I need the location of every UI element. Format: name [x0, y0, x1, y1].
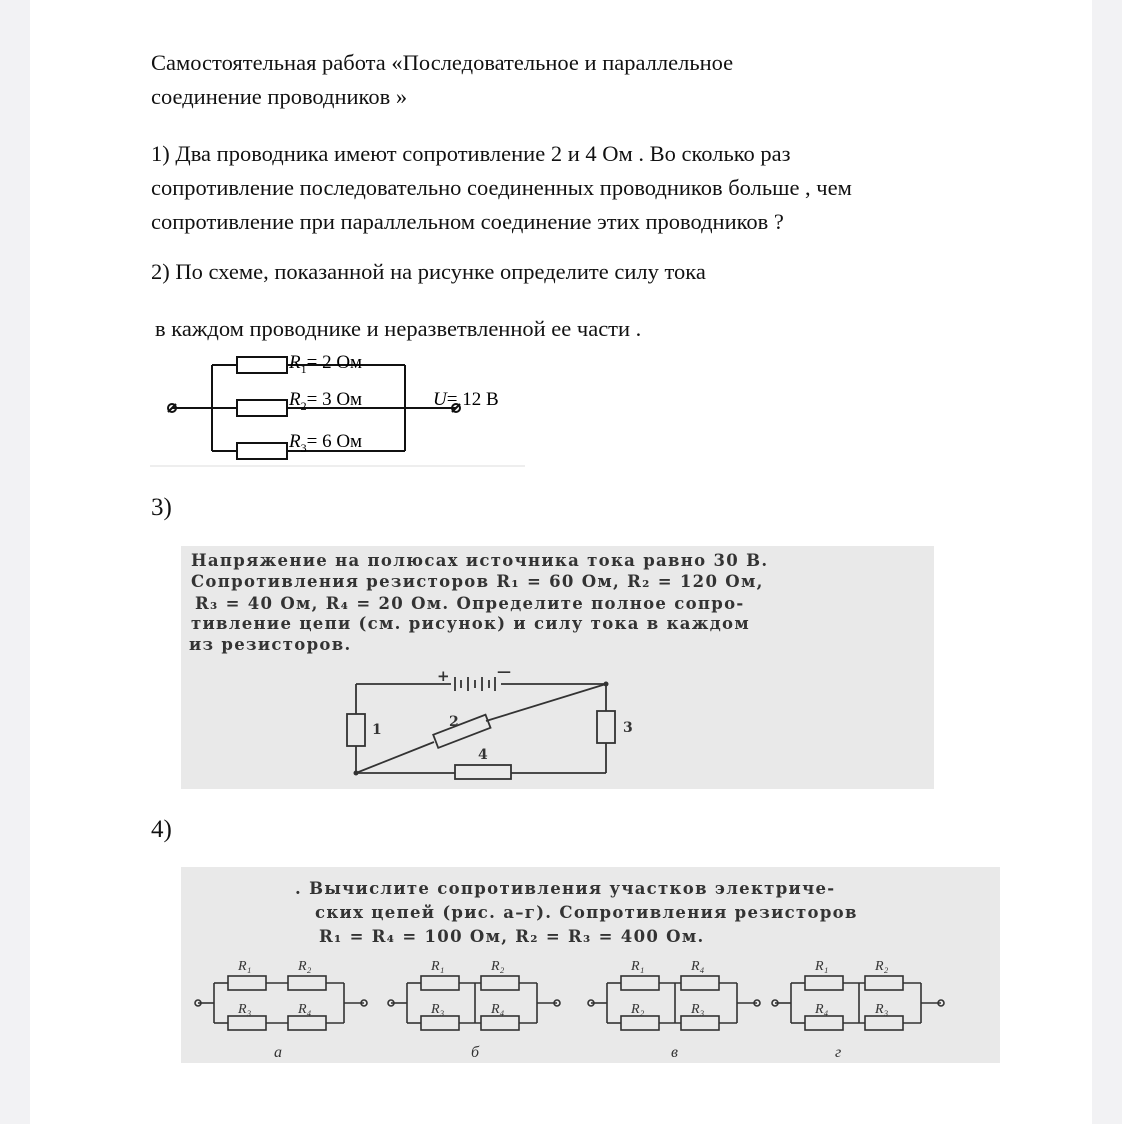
battery-minus: —: [497, 664, 511, 680]
label-r2: $R_2= 3$ Ом: [289, 389, 363, 413]
caption: а: [274, 1044, 282, 1061]
caption: в: [671, 1044, 678, 1061]
task2-circuit-diagram: [150, 345, 530, 470]
resistor-2: [433, 715, 490, 748]
label-resistor-4: 4: [478, 747, 488, 763]
label: R₃: [238, 1002, 252, 1017]
task4-text-line-1: . Вычислите сопротивления участков электриче-: [295, 879, 836, 898]
label: R₂: [298, 959, 312, 974]
caption: г: [835, 1044, 842, 1061]
resistor-r2: [237, 400, 287, 416]
task3-text-line-4: тивление цепи (см. рисунок) и силу тока в каждом: [191, 614, 750, 633]
label-r1: $R_1= 2$ Ом: [289, 352, 363, 376]
task3-text-line-5: из резисторов.: [189, 635, 352, 654]
label: R₁: [815, 959, 829, 974]
task1-line-2: сопротивление последовательно соединенных проводников больше , чем: [151, 175, 852, 200]
label: R₃: [431, 1002, 445, 1017]
title-line-1: Самостоятельная работа «Последовательное и параллельное: [151, 50, 734, 75]
label: R₁: [238, 959, 252, 974]
resistor-r3: [237, 443, 287, 459]
circuit-a: [195, 959, 367, 1061]
task2-line-2: в каждом проводнике и неразветвленной ее части .: [155, 316, 642, 341]
task3-number: 3): [151, 494, 172, 521]
label: R₄: [298, 1002, 312, 1017]
title-line-2: соединение проводников »: [151, 84, 408, 109]
resistor-3: [597, 711, 615, 743]
resistor-r1: [237, 357, 287, 373]
label: R₄: [691, 959, 705, 974]
label-resistor-1: 1: [372, 722, 382, 738]
circuit-b: [388, 959, 560, 1061]
circuit-v: [588, 959, 760, 1061]
battery-plus: +: [437, 667, 450, 685]
label: R₂: [631, 1002, 645, 1017]
task3-circuit-diagram: [181, 546, 934, 789]
label-voltage: U= 12 В: [433, 389, 499, 410]
task3-text-line-3: R₃ = 40 Ом, R₄ = 20 Ом. Определите полное сопро-: [195, 594, 745, 613]
label: R₂: [491, 959, 505, 974]
label-resistor-3: 3: [623, 720, 633, 736]
task3-text-line-2: Сопротивления резисторов R₁ = 60 Ом, R₂ = 120 Ом,: [191, 572, 764, 591]
label-r3: $R_3= 6$ Ом: [289, 431, 363, 455]
task3-text-line-1: Напряжение на полюсах источника тока равно 30 В.: [191, 551, 769, 570]
task1-line-1: 1) Два проводника имеют сопротивление 2 и 4 Ом . Во сколько раз: [151, 141, 791, 166]
task2-line-1: 2) По схеме, показанной на рисунке определите силу тока: [151, 259, 706, 284]
task4-scan: [181, 867, 1000, 1063]
task4-text-line-3: R₁ = R₄ = 100 Ом, R₂ = R₃ = 400 Ом.: [319, 927, 705, 946]
resistor-1: [347, 714, 365, 746]
circuit-g: [772, 959, 944, 1061]
task3-scan: [181, 546, 934, 789]
label: R₃: [875, 1002, 889, 1017]
caption: б: [471, 1044, 480, 1061]
label: R₁: [631, 959, 645, 974]
label: R₄: [491, 1002, 505, 1017]
task1-line-3: сопротивление при параллельном соединение этих проводников ?: [151, 209, 784, 234]
label: R₂: [875, 959, 889, 974]
label-resistor-2: 2: [449, 714, 459, 730]
label: R₄: [815, 1002, 829, 1017]
label: R₁: [431, 959, 445, 974]
task4-number: 4): [151, 816, 172, 843]
label: R₃: [691, 1002, 705, 1017]
task4-circuits: [181, 867, 1000, 1063]
resistor-4: [455, 765, 511, 779]
task4-text-line-2: ских цепей (рис. а–г). Сопротивления резисторов: [315, 903, 858, 922]
